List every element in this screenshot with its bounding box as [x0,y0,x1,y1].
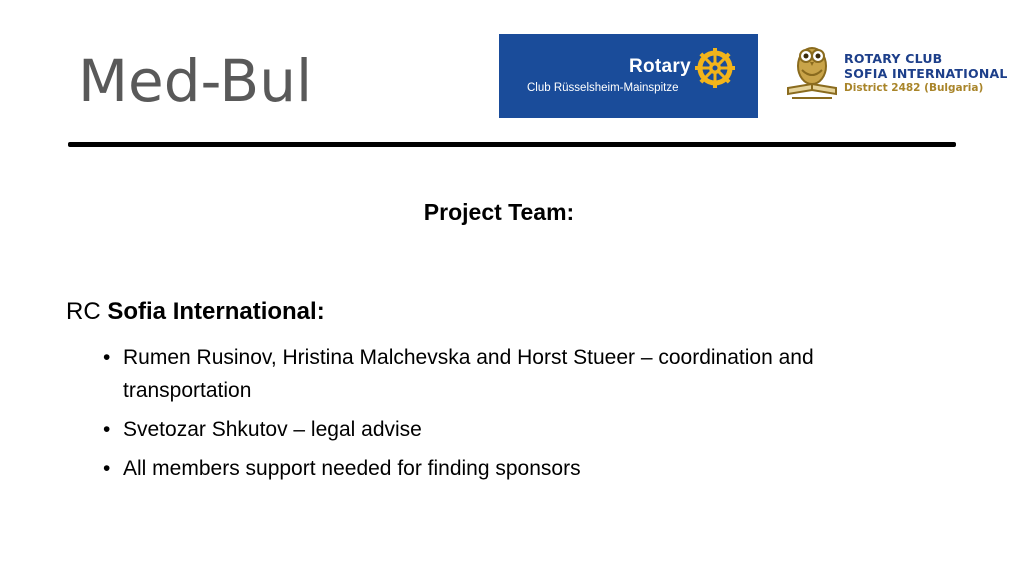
list-item-text: Rumen Rusinov, Hristina Malchevska and Horst Stueer – coordination and transportation [123,346,814,402]
sofia-club-logo [784,40,1014,104]
org-prefix: RC [66,298,101,325]
bullet-icon: • [103,346,111,369]
rotary-wheel-icon [695,48,735,88]
sofia-logo-line3: District 2482 (Bulgaria) [844,82,984,94]
list-item [103,452,923,485]
org-line [66,298,325,326]
list-item [103,341,923,407]
list-item [103,413,923,446]
team-bullet-list [103,341,923,491]
bullet-icon: • [103,457,111,480]
list-item-text: All members support needed for finding sponsors [123,457,581,480]
rotary-club-logo [499,34,758,118]
slide-title: Med-Bul [78,47,313,115]
rotary-logo-subtitle: Club Rüsselsheim-Mainspitze [527,82,679,94]
sofia-logo-line2: SOFIA INTERNATIONAL [844,66,1008,81]
rotary-logo-word: Rotary [629,56,691,77]
list-item-text: Svetozar Shkutov – legal advise [123,418,422,441]
section-heading: Project Team: [423,199,575,225]
title-divider [68,142,956,147]
bullet-icon: • [103,418,111,441]
owl-icon [784,40,840,102]
sofia-logo-line1: ROTARY CLUB [844,51,943,66]
org-name: Sofia International: [107,298,325,325]
